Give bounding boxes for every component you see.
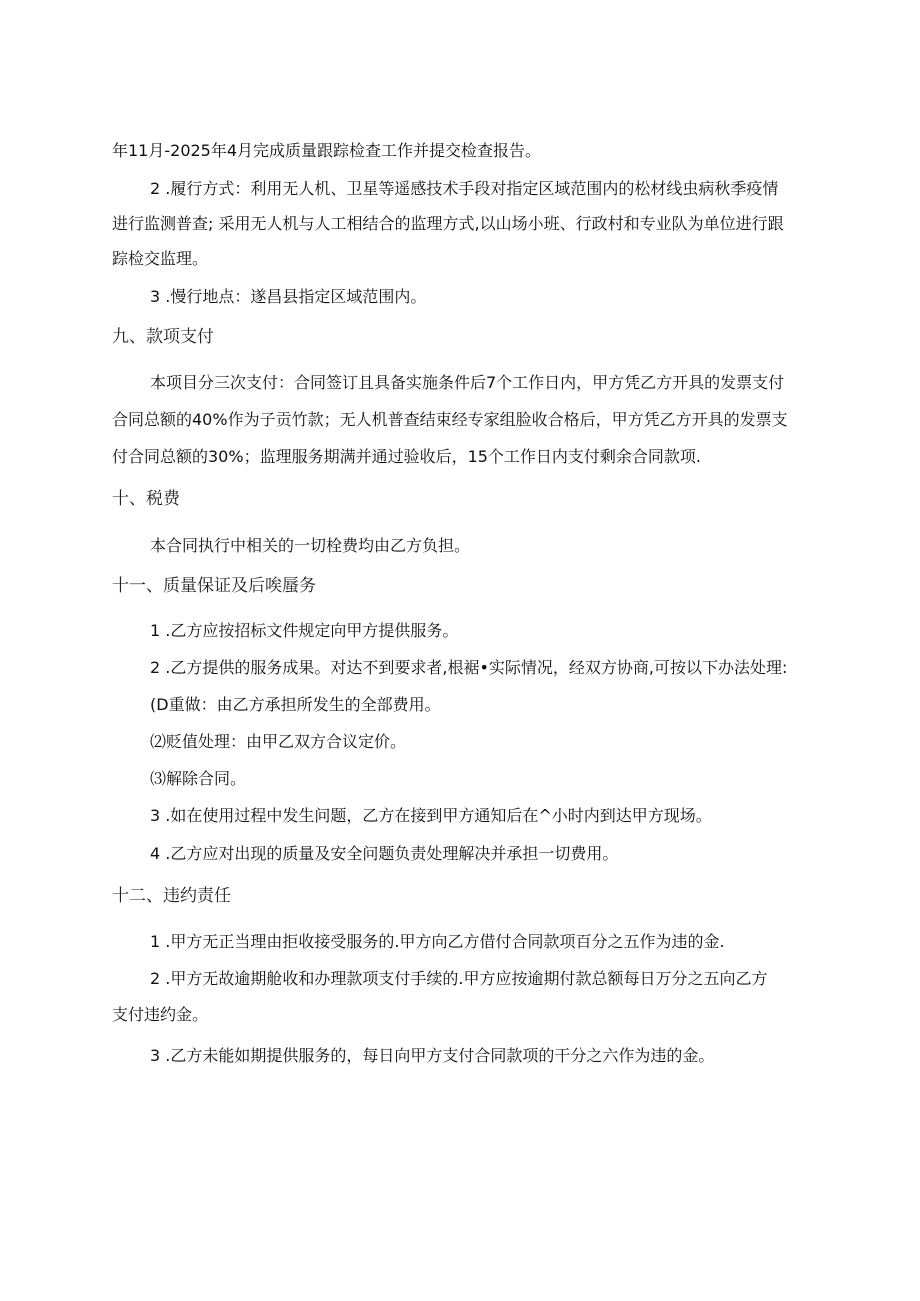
text-line: 年11月-2025年4月完成质量跟踪检查工作并提交检查报告。: [112, 141, 542, 160]
list-item-2: 2 .乙方提供的服务成果。对达不到要求者,根裾•实际情况，经双方协商,可按以下办法处理:: [150, 658, 788, 677]
text-line: 踪检交监理。: [112, 249, 209, 268]
text-line: 进行监测普查; 采用无人机与人工相结合的监理方式,以山场小班、行政村和专业队为单位进行跟: [112, 214, 784, 233]
list-item-1: 1 .乙方应按招标文件规定向甲方提供服务。: [150, 621, 459, 640]
list-item-3: 3 .乙方未能如期提供服务的，每日向甲方支付合同款项的干分之六作为违的金。: [150, 1046, 715, 1065]
list-item-3: 3 .慢行地点：遂昌县指定区域范围内。: [150, 287, 427, 306]
sub-item-3: ⑶解除合同。: [150, 769, 247, 788]
list-item-1: 1 .甲方无正当理由拒收接受服务的.甲方向乙方借付合同款项百分之五作为违的金.: [150, 932, 725, 951]
section-heading-10: 十、税费: [112, 489, 180, 509]
text-line: 本合同执行中相关的一切栓费均由乙方负担。: [150, 536, 471, 555]
sub-item-2: ⑵贬值处理：由甲乙双方合议定价。: [150, 732, 407, 751]
text-line: 付合同总额的30%；监理服务期满并通过验收后，15个工作日内支付剩余合同款项.: [112, 447, 702, 466]
text-line: 本项目分三次支付：合同签订且具备实施条件后7个工作日内，甲方凭乙方开具的发票支付: [150, 373, 785, 392]
section-heading-11: 十一、质量保证及后唉蜃务: [112, 576, 316, 596]
list-item-3: 3 .如在使用过程中发生问题，乙方在接到甲方通知后在^小时内到达甲方现场。: [150, 806, 712, 825]
list-item-4: 4 .乙方应对出现的质量及安全问题负责处理解决并承担一切费用。: [150, 844, 619, 863]
list-item-2: 2 .甲方无故逾期舱收和办理款项支付手续的.甲方应按逾期付款总额每日万分之五向乙方: [150, 969, 768, 988]
text-line: 支付违约金。: [112, 1005, 209, 1024]
list-item-2: 2 .履行方式：利用无人机、卫星等遥感技术手段对指定区域范围内的松材线虫病秋季疫情: [150, 179, 779, 198]
sub-item-1: (D重做：由乙方承担所发生的全部费用。: [150, 695, 441, 714]
section-heading-9: 九、款项支付: [112, 327, 214, 347]
text-line: 合同总额的40%作为子贡竹款；无人机普查结束经专家组脸收合格后，甲方凭乙方开具的发票支: [112, 410, 788, 429]
section-heading-12: 十二、违约责任: [112, 886, 231, 906]
